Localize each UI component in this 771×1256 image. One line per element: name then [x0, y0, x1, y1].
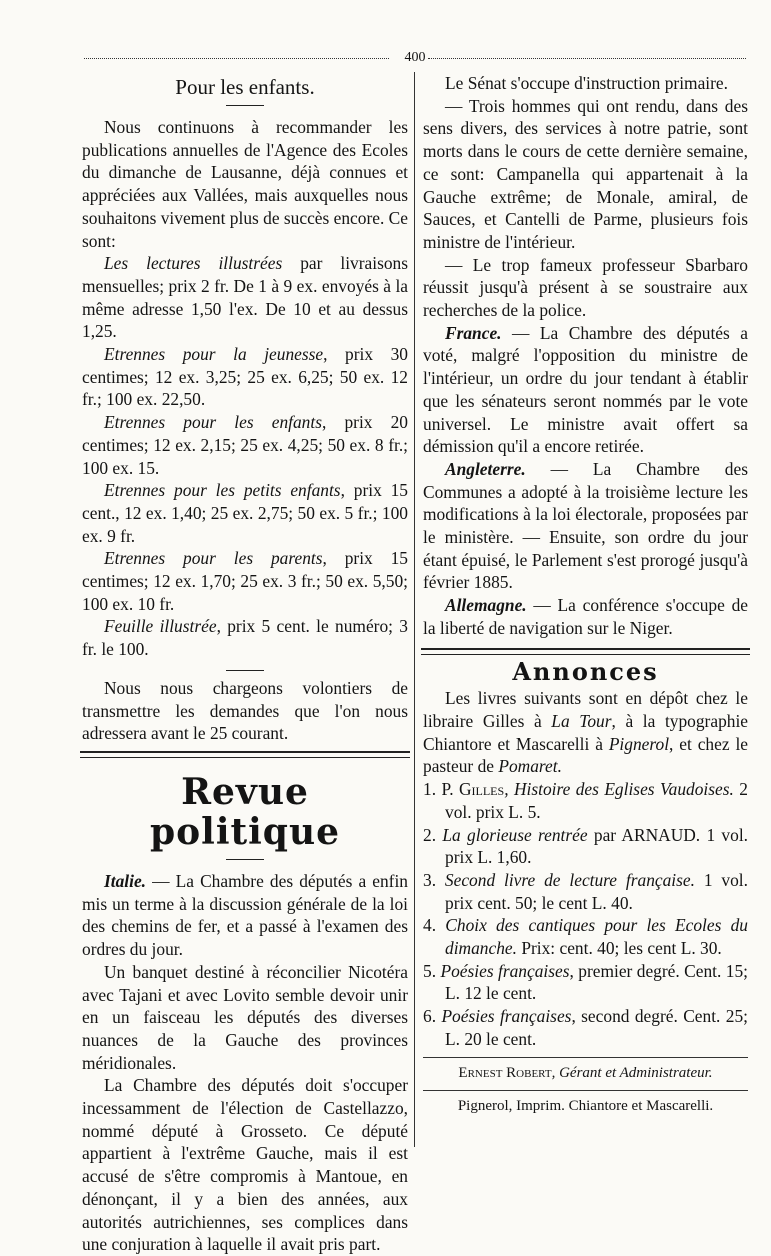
book-number: 5.	[423, 960, 437, 981]
book-number: 2.	[423, 824, 437, 845]
section-title-enfants: Pour les enfants.	[175, 75, 315, 99]
book-author-initial: P.	[441, 779, 459, 800]
book-title: Poésies françaises	[441, 1006, 572, 1027]
publication-details: , prix 15 cent., 12 ex. 1,40; 25 ex. 2,75; 50 ex. 5 fr.; 100 ex. 9 fr.	[82, 480, 408, 546]
footer-rule	[423, 1057, 748, 1058]
book-item	[423, 778, 748, 823]
senat-paragraph: Le Sénat s'occupe d'instruction primaire.	[445, 73, 728, 93]
book-price: Prix: cent. 40; les cent L. 30.	[516, 938, 722, 959]
book-item	[423, 824, 748, 869]
gerant-role: , Gérant et Administrateur.	[551, 1064, 713, 1081]
revue-italie-paragraph	[82, 870, 408, 961]
publication-item	[82, 479, 408, 547]
header-rule-right	[428, 58, 746, 59]
country-label-italie: Italie.	[104, 870, 147, 891]
book-title: La glorieuse rentrée	[442, 824, 588, 845]
publication-title: Etrennes pour les parents	[104, 548, 323, 569]
book-title: Second livre de lecture française.	[444, 869, 695, 890]
revue-paragraph: Un banquet destiné à réconcilier Nicotéra avec Tajani et avec Lovito semble devoir unir en un faisceau les députés des diverses nuances de la Gauche des provinces méridionales.	[82, 961, 408, 1073]
page-number: 400	[401, 50, 430, 65]
publication-title: Feuille illustrée	[104, 616, 217, 637]
book-number: 6.	[423, 1006, 437, 1027]
publication-details: , prix 20 centimes; 12 ex. 2,15; 25 ex. 4,25; 50 ex. 8 fr.; 100 ex. 15.	[82, 412, 409, 478]
book-price: par ARNAUD. 1 vol. prix L. 1,60.	[445, 824, 748, 868]
place-la-tour: La Tour	[551, 710, 612, 731]
country-label-allemagne: Allemagne.	[445, 595, 527, 616]
section-title-revue: Revue politique	[149, 770, 341, 853]
book-item	[423, 869, 748, 914]
section-title-annonces: Annonces	[512, 656, 659, 686]
column-divider	[414, 72, 415, 1147]
publication-item	[82, 615, 408, 660]
header-rule-left	[84, 58, 389, 59]
book-item	[423, 960, 748, 1005]
section-dash	[82, 663, 408, 677]
section-separator	[421, 648, 750, 655]
book-price: , second degré. Cent. 25; L. 20 le cent.	[445, 1006, 748, 1049]
book-title: Poésies françaises	[440, 960, 570, 981]
book-number: 4.	[423, 915, 437, 936]
footer-rule	[423, 1090, 748, 1091]
angleterre-paragraph	[423, 458, 748, 594]
angleterre-text: — La Chambre des Communes a adopté à la troisième lecture les modifications à la loi électorale, proposées par le ministère. — Ensuite, son ordre du jour étant épuisé, le Parlement s'est prorogé jusqu'à février 1885.	[423, 458, 748, 593]
place-pignerol: Pignerol	[608, 733, 670, 754]
annonces-intro	[423, 687, 748, 778]
italie-text: — La Chambre des députés a enfin mis un terme à la discussion générale de la loi des chemins de fer, et a passé à l'examen des ordres du jour.	[82, 870, 408, 960]
revue-paragraph: La Chambre des députés doit s'occuper incessamment de l'élection de Castellazzo, nommé député à Grosseto. Ce député appartient à l'extrême Gauche, mais il est accusé de s'être compromis à Mantoue, en dénonçant, il y a bien des années, aux autorités autrichiennes, ses complices dans une conjuration à laquelle il avait pris part.	[82, 1075, 408, 1255]
place-pomaret: Pomaret.	[498, 756, 562, 777]
book-price: 1 vol. prix cent. 50; le cent L. 40.	[445, 869, 748, 913]
publication-title: Etrennes pour la jeunesse	[104, 344, 324, 365]
publication-title: Etrennes pour les petits enfants	[104, 480, 341, 501]
allemagne-paragraph	[423, 594, 748, 639]
france-text: — La Chambre des députés a voté, malgré l'opposition du ministre de l'intérieur, un ordre du jour tendant à établir que les sénateurs seront nommés par le vote universel. Le ministre avait offert sa démission qu'il a encore retirée.	[423, 322, 748, 457]
allemagne-text: — La conférence s'occupe de la liberté de navigation sur le Niger.	[423, 595, 748, 638]
publication-details: , prix 5 cent. le numéro; 3 fr. le 100.	[82, 616, 409, 660]
france-paragraph	[423, 322, 748, 458]
book-price: , premier degré. Cent. 15; L. 12 le cent.	[445, 960, 748, 1004]
country-label-france: France.	[445, 322, 502, 343]
publication-item	[82, 411, 408, 479]
publication-item	[82, 343, 408, 411]
gerant-name: Ernest Robert	[458, 1064, 552, 1081]
book-author: Gilles	[458, 779, 505, 800]
right-column	[423, 72, 748, 1117]
publication-item	[82, 547, 408, 615]
imprimerie-line: Pignerol, Imprim. Chiantore et Mascarelli.	[457, 1097, 714, 1114]
left-column	[82, 72, 408, 1256]
book-number: 1.	[423, 779, 437, 800]
book-price: 2 vol. prix L. 5.	[445, 779, 748, 822]
intro-text: , à la typographie Chiantore et Mascarelli à	[423, 710, 749, 754]
book-title: Choix des cantiques pour les Ecoles du dimanche.	[445, 915, 748, 959]
enfants-closing: Nous nous chargeons volontiers de transmettre les demandes que l'on nous adressera avant le 25 courant.	[82, 677, 408, 744]
book-list	[423, 778, 748, 1050]
title-dash	[82, 98, 408, 112]
book-item	[423, 1005, 748, 1050]
title-dash	[82, 852, 408, 866]
country-label-angleterre: Angleterre.	[445, 458, 526, 479]
gerant-line	[423, 1062, 748, 1084]
publication-title: Les lectures illustrées	[104, 253, 283, 274]
page-header	[84, 50, 746, 66]
publication-details: par livraisons mensuelles; prix 2 fr. De 1 à 9 ex. envoyés à la même adresse 1,50 l'ex. De 10 et au dessus 1,25.	[82, 253, 408, 342]
publication-details: , prix 15 centimes; 12 ex. 1,70; 25 ex. 3 fr.; 50 ex. 5,50; 100 ex. 10 fr.	[82, 548, 408, 614]
publication-item	[82, 252, 408, 343]
section-separator	[80, 751, 410, 758]
book-item	[423, 914, 748, 959]
book-title: , Histoire des Eglises Vaudoises.	[504, 779, 734, 800]
book-number: 3.	[423, 869, 437, 890]
intro-text: Les livres suivants sont en dépôt chez le libraire Gilles à	[423, 688, 748, 731]
publication-title: Etrennes pour les enfants	[104, 412, 322, 433]
intro-text: , et chez le pasteur de	[423, 733, 749, 777]
publication-details: , prix 30 centimes; 12 ex. 3,25; 25 ex. 6,25; 50 ex. 12 fr.; 100 ex. 22,50.	[82, 344, 409, 410]
sbarbaro-paragraph: — Le trop fameux professeur Sbarbaro réussit jusqu'à présent à se soustraire aux recherches de la police.	[423, 254, 748, 321]
enfants-intro: Nous continuons à recommander les publications annuelles de l'Agence des Ecoles du dimanche de Lausanne, déjà connues et appréciées aux Vallées, mais auxquelles nous souhaitons vivement plus de succès encore. Ce sont:	[82, 117, 408, 251]
deaths-paragraph: — Trois hommes qui ont rendu, dans des sens divers, des services à notre patrie, sont morts dans le cours de cette dernière semaine, ce sont: Campanella qui appartenait à la Gauche extrême; de Monale, amiral, de Sauces, et Cantelli de Parme, plusieurs fois ministre de l'intérieur.	[423, 95, 748, 252]
